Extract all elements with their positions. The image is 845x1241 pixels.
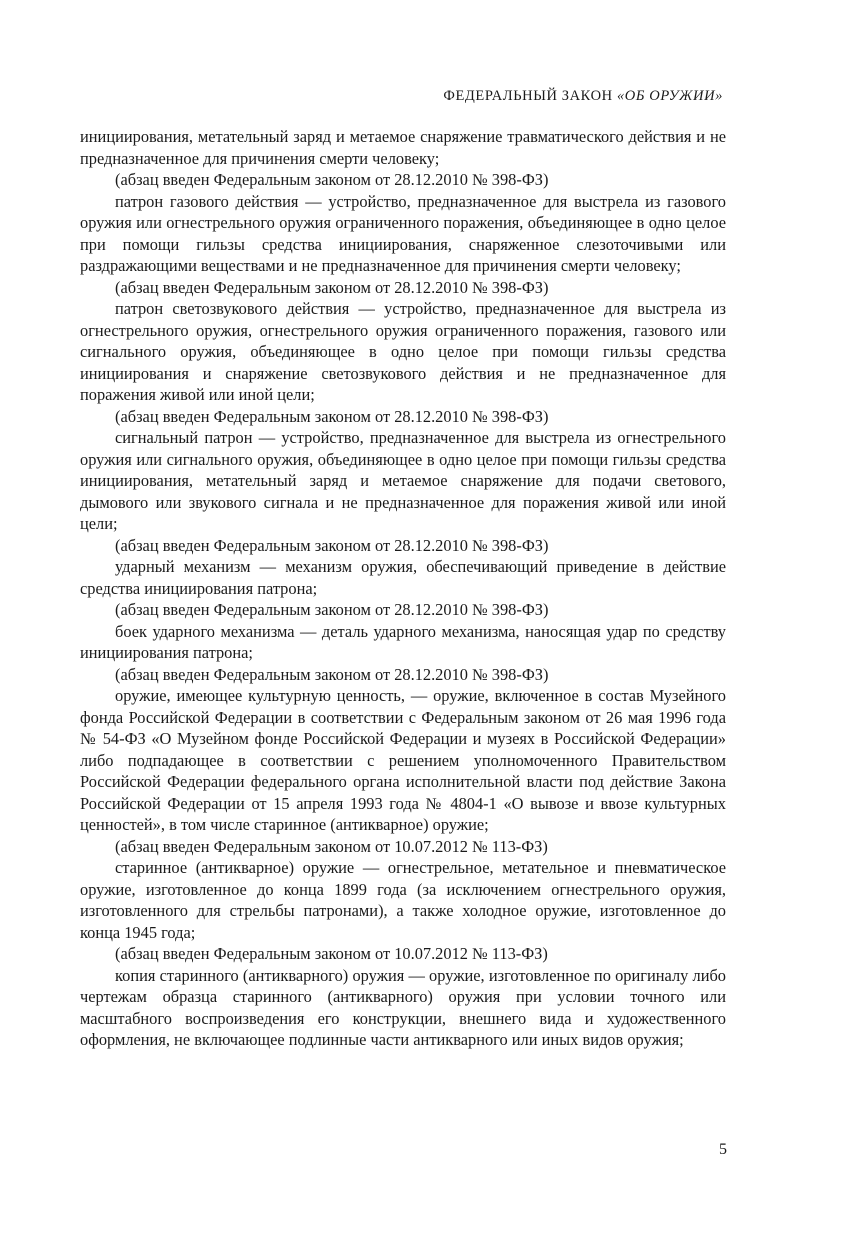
page-number: 5 <box>719 1141 727 1158</box>
body-text <box>80 126 726 1051</box>
amendment-note: (абзац введен Федеральным законом от 10.07.2012 № 113-ФЗ) <box>115 836 548 856</box>
amendment-note: (абзац введен Федеральным законом от 28.12.2010 № 398-ФЗ) <box>115 277 549 297</box>
definition-paragraph: сигнальный патрон — устройство, предназначенное для выстрела из огнестрельного оружия или сигнального оружия, объединяющее в одно целое при помощи гильзы средства инициирования, метательный заряд и метаемое снаряжение для подачи светового, дымового или звукового сигнала и не предназначенное для поражения живой или иной цели; <box>80 428 726 533</box>
amendment-note: (абзац введен Федеральным законом от 28.12.2010 № 398-ФЗ) <box>115 600 549 619</box>
definition-paragraph: копия старинного (антикварного) оружия — оружие, изготовленное по оригиналу либо чертежам образца старинного (антикварного) оружия при условии точного или масштабного воспроизведения его конструкции, внешнего вида и художественного оформления, не включающее подлинные части антикварного или иных видов оружия; <box>80 965 726 1049</box>
definition-paragraph: боек ударного механизма — деталь ударного механизма, наносящая удар по средству инициирования патрона; <box>80 621 726 662</box>
amendment-note: (абзац введен Федеральным законом от 10.07.2012 № 113-ФЗ) <box>115 944 548 963</box>
definition-paragraph: ударный механизм — механизм оружия, обеспечивающий приведение в действие средства инициирования патрона; <box>80 557 726 598</box>
amendment-note: (абзац введен Федеральным законом от 28.12.2010 № 398-ФЗ) <box>115 170 549 189</box>
definition-paragraph: оружие, имеющее культурную ценность, — оружие, включенное в состав Музейного фонда Российской Федерации в соответствии с Федеральным законом от 26 мая 1996 года № 54-ФЗ «О Музейном фонде Российской Федерации и музеях в Российской Федерации» либо подпадающее в соответствии с решением уполномоченного Правительством Российской Федерации федерального органа исполнительной власти под действие Закона Российской Федерации от 15 апреля 1993 года № 4804-1 «О вывозе и ввозе культурных ценностей», в том числе старинное (антикварное) оружие; <box>80 686 726 834</box>
definition-paragraph: патрон газового действия — устройство, предназначенное для выстрела из газового оружия или огнестрельного оружия ограниченного поражения, объединяющее в одно целое при помощи гильзы средства инициирования, снаряженное слезоточивыми или раздражающими веществами и не предназначенное для причинения смерти человеку; <box>80 191 726 275</box>
running-header-law-name: «ОБ ОРУЖИИ» <box>616 88 723 104</box>
amendment-note: (абзац введен Федеральным законом от 28.12.2010 № 398-ФЗ) <box>115 664 549 684</box>
running-header-title: ФЕДЕРАЛЬНЫЙ ЗАКОН <box>443 88 617 104</box>
running-header <box>443 88 723 105</box>
definition-paragraph: патрон светозвукового действия — устройство, предназначенное для выстрела из огнестрельного оружия, огнестрельного оружия ограниченного поражения, газового или сигнального оружия, объединяющее в одно целое при помощи гильзы средства инициирования и снаряжение светозвукового действия и не предназначенное для поражения живой или иной цели; <box>80 299 726 404</box>
amendment-note: (абзац введен Федеральным законом от 28.12.2010 № 398-ФЗ) <box>115 535 549 555</box>
paragraph-continuation: инициирования, метательный заряд и метаемое снаряжение травматического действия и не предназначенное для причинения смерти человеку; <box>80 127 726 168</box>
definition-paragraph: старинное (антикварное) оружие — огнестрельное, метательное и пневматическое оружие, изготовленное до конца 1899 года (за исключением огнестрельного оружия, изготовленного для стрельбы патронами), а также холодное оружие, изготовленное до конца 1945 года; <box>80 858 726 942</box>
amendment-note: (абзац введен Федеральным законом от 28.12.2010 № 398-ФЗ) <box>115 406 549 426</box>
